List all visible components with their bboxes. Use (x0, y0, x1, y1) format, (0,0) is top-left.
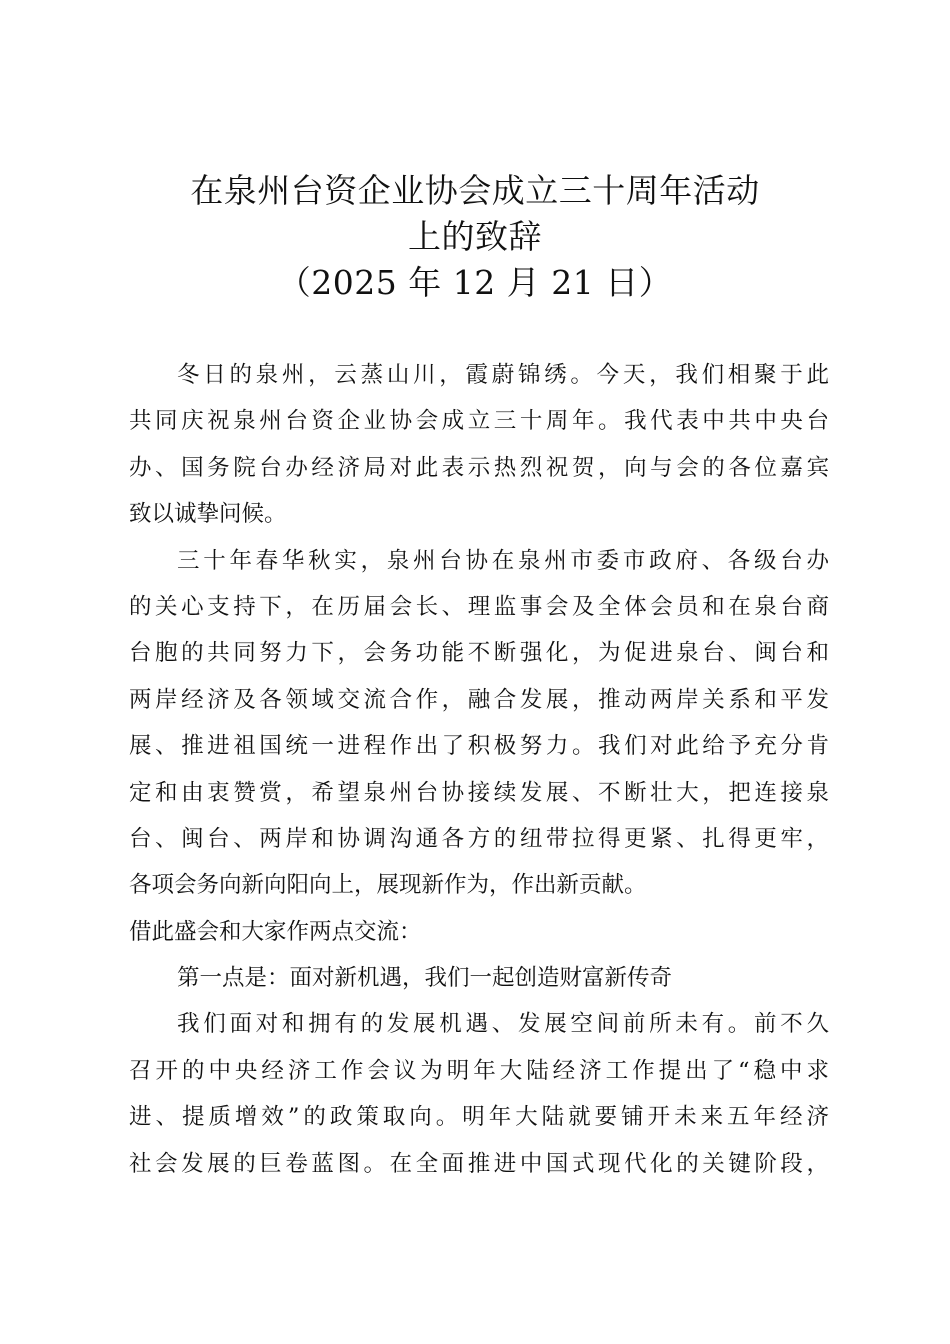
body-line: 两岸经济及各领域交流合作，融合发展，推动两岸关系和平发 (129, 686, 829, 713)
body-line: 各项会务向新向阳向上，展现新作为，作出新贡献。 (129, 872, 647, 899)
body-line: 共同庆祝泉州台资企业协会成立三十周年。我代表中共中央台 (129, 408, 829, 435)
body-line: 借此盛会和大家作两点交流： (129, 918, 422, 945)
title-line-1: 在泉州台资企业协会成立三十周年活动 (190, 171, 760, 210)
body-line: 展、推进祖国统一进程作出了积极努力。我们对此给予充分肯 (129, 733, 829, 760)
body-line: 定和由衷赞赏，希望泉州台协接续发展、不断壮大，把连接泉 (129, 779, 829, 806)
body-line: 的关心支持下，在历届会长、理监事会及全体会员和在泉台商 (129, 593, 829, 620)
body-line: 第一点是：面对新机遇，我们一起创造财富新传奇 (177, 965, 673, 992)
body-line: 办、国务院台办经济局对此表示热烈祝贺，向与会的各位嘉宾 (129, 454, 829, 481)
body-line: 冬日的泉州，云蒸山川，霞蔚锦绣。今天，我们相聚于此 (177, 362, 829, 388)
body-line: 致以诚挚问候。 (129, 501, 287, 528)
body-line: 我们面对和拥有的发展机遇、发展空间前所未有。前不久 (177, 1011, 829, 1038)
body-line: 台胞的共同努力下，会务功能不断强化，为促进泉台、闽台和 (129, 640, 829, 667)
title-date: （2025 年 12 月 21 日） (277, 263, 673, 302)
body-line: 三十年春华秋实，泉州台协在泉州市委市政府、各级台办 (177, 547, 829, 574)
body-line: 召开的中央经济工作会议为明年大陆经济工作提出了“稳中求 (129, 1057, 829, 1084)
title-line-2: 上的致辞 (408, 217, 542, 256)
body-line: 社会发展的巨卷蓝图。在全面推进中国式现代化的关键阶段， (129, 1150, 829, 1177)
document-title (0, 168, 950, 306)
body-line: 进、提质增效”的政策取向。明年大陆就要铺开未来五年经济 (129, 1104, 829, 1131)
body-line: 台、闽台、两岸和协调沟通各方的纽带拉得更紧、扎得更牢， (129, 825, 829, 852)
document-body (129, 352, 829, 1187)
